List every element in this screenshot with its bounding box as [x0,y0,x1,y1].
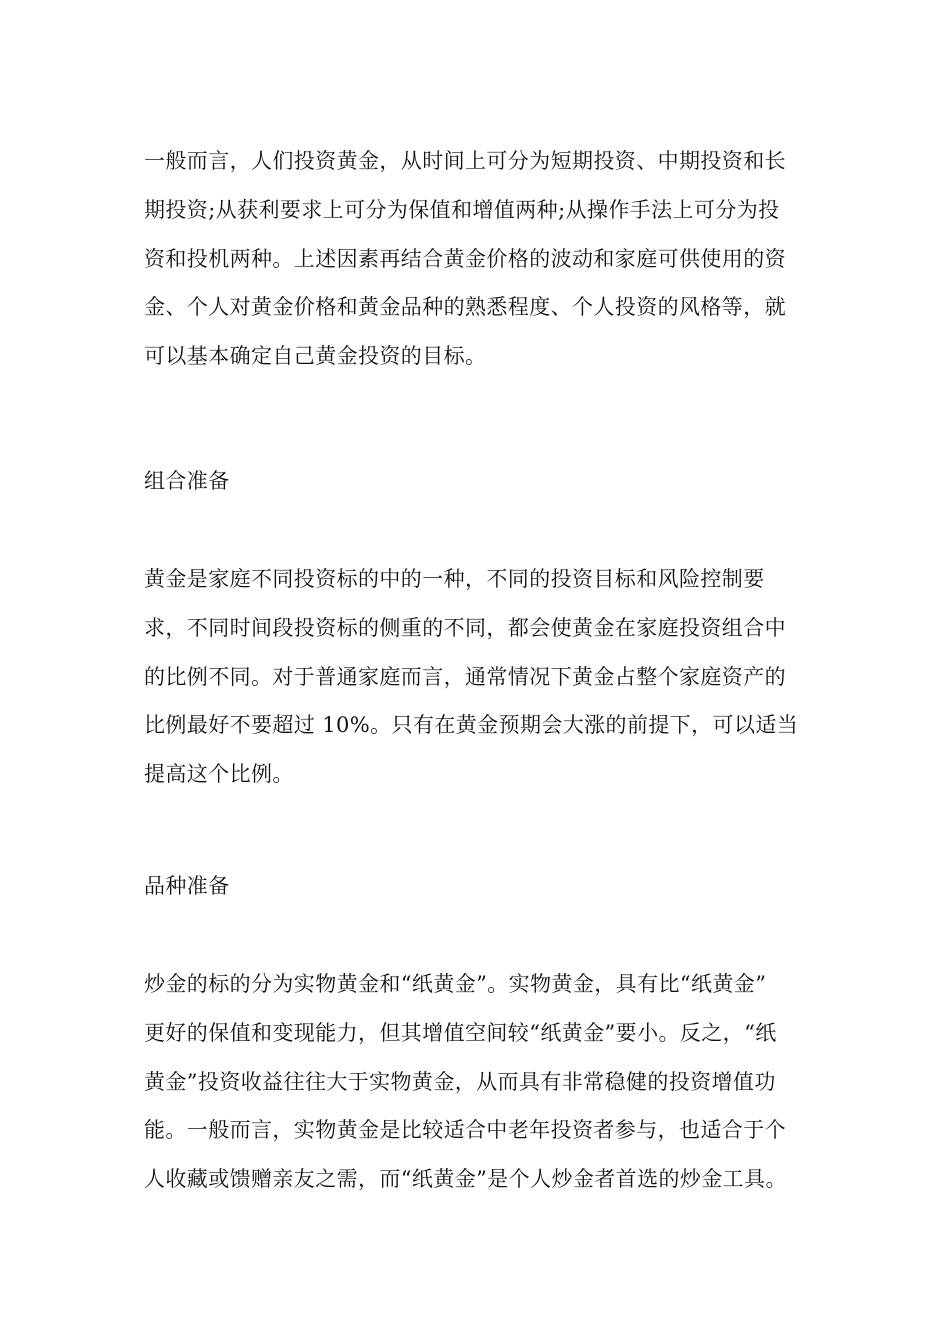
paragraph-line: 资和投机两种。上述因素再结合黄金价格的波动和家庭可供使用的资 [144,246,786,271]
paragraph-gold-types [144,960,808,1204]
paragraph-line: 一般而言，人们投资黄金，从时间上可分为短期投资、中期投资和长 [144,149,786,173]
section-heading-text: 品种准备 [144,874,230,898]
paragraph-line: 能。一般而言，实物黄金是比较适合中老年投资者参与，也适合于个 [144,1118,786,1143]
paragraph-line: 更好的保值和变现能力，但其增值空间较“纸黄金”要小。反之，“纸 [144,1020,777,1045]
paragraph-line: 求，不同时间段投资标的侧重的不同，都会使黄金在家庭投资组合中 [144,615,786,640]
paragraph-line: 金、个人对黄金价格和黄金品种的熟悉程度、个人投资的风格等，就 [144,295,786,320]
paragraph-line: 人收藏或馈赠亲友之需，而“纸黄金”是个人炒金者首选的炒金工具。 [144,1167,787,1192]
paragraph-line: 黄金”投资收益往往大于实物黄金，从而具有非常稳健的投资增值功 [144,1069,776,1094]
paragraph-line: 炒金的标的分为实物黄金和“纸黄金”。实物黄金，具有比“纸黄金” [144,972,767,996]
paragraph-line: 提高这个比例。 [144,762,294,787]
paragraph-line: 期投资;从获利要求上可分为保值和增值两种;从操作手法上可分为投 [144,197,780,222]
paragraph-portfolio-allocation [144,555,808,799]
paragraph-investment-goals [144,137,808,381]
paragraph-line: 的比例不同。对于普通家庭而言，通常情况下黄金占整个家庭资产的 [144,664,786,689]
paragraph-line: 黄金是家庭不同投资标的中的一种，不同的投资目标和风险控制要 [144,567,765,591]
paragraph-line: 可以基本确定自己黄金投资的目标。 [144,344,487,369]
section-heading-portfolio [144,457,808,506]
section-heading-text: 组合准备 [144,469,230,493]
paragraph-line: 比例最好不要超过 10%。只有在黄金预期会大涨的前提下，可以适当 [144,713,799,738]
section-heading-variety [144,862,808,911]
